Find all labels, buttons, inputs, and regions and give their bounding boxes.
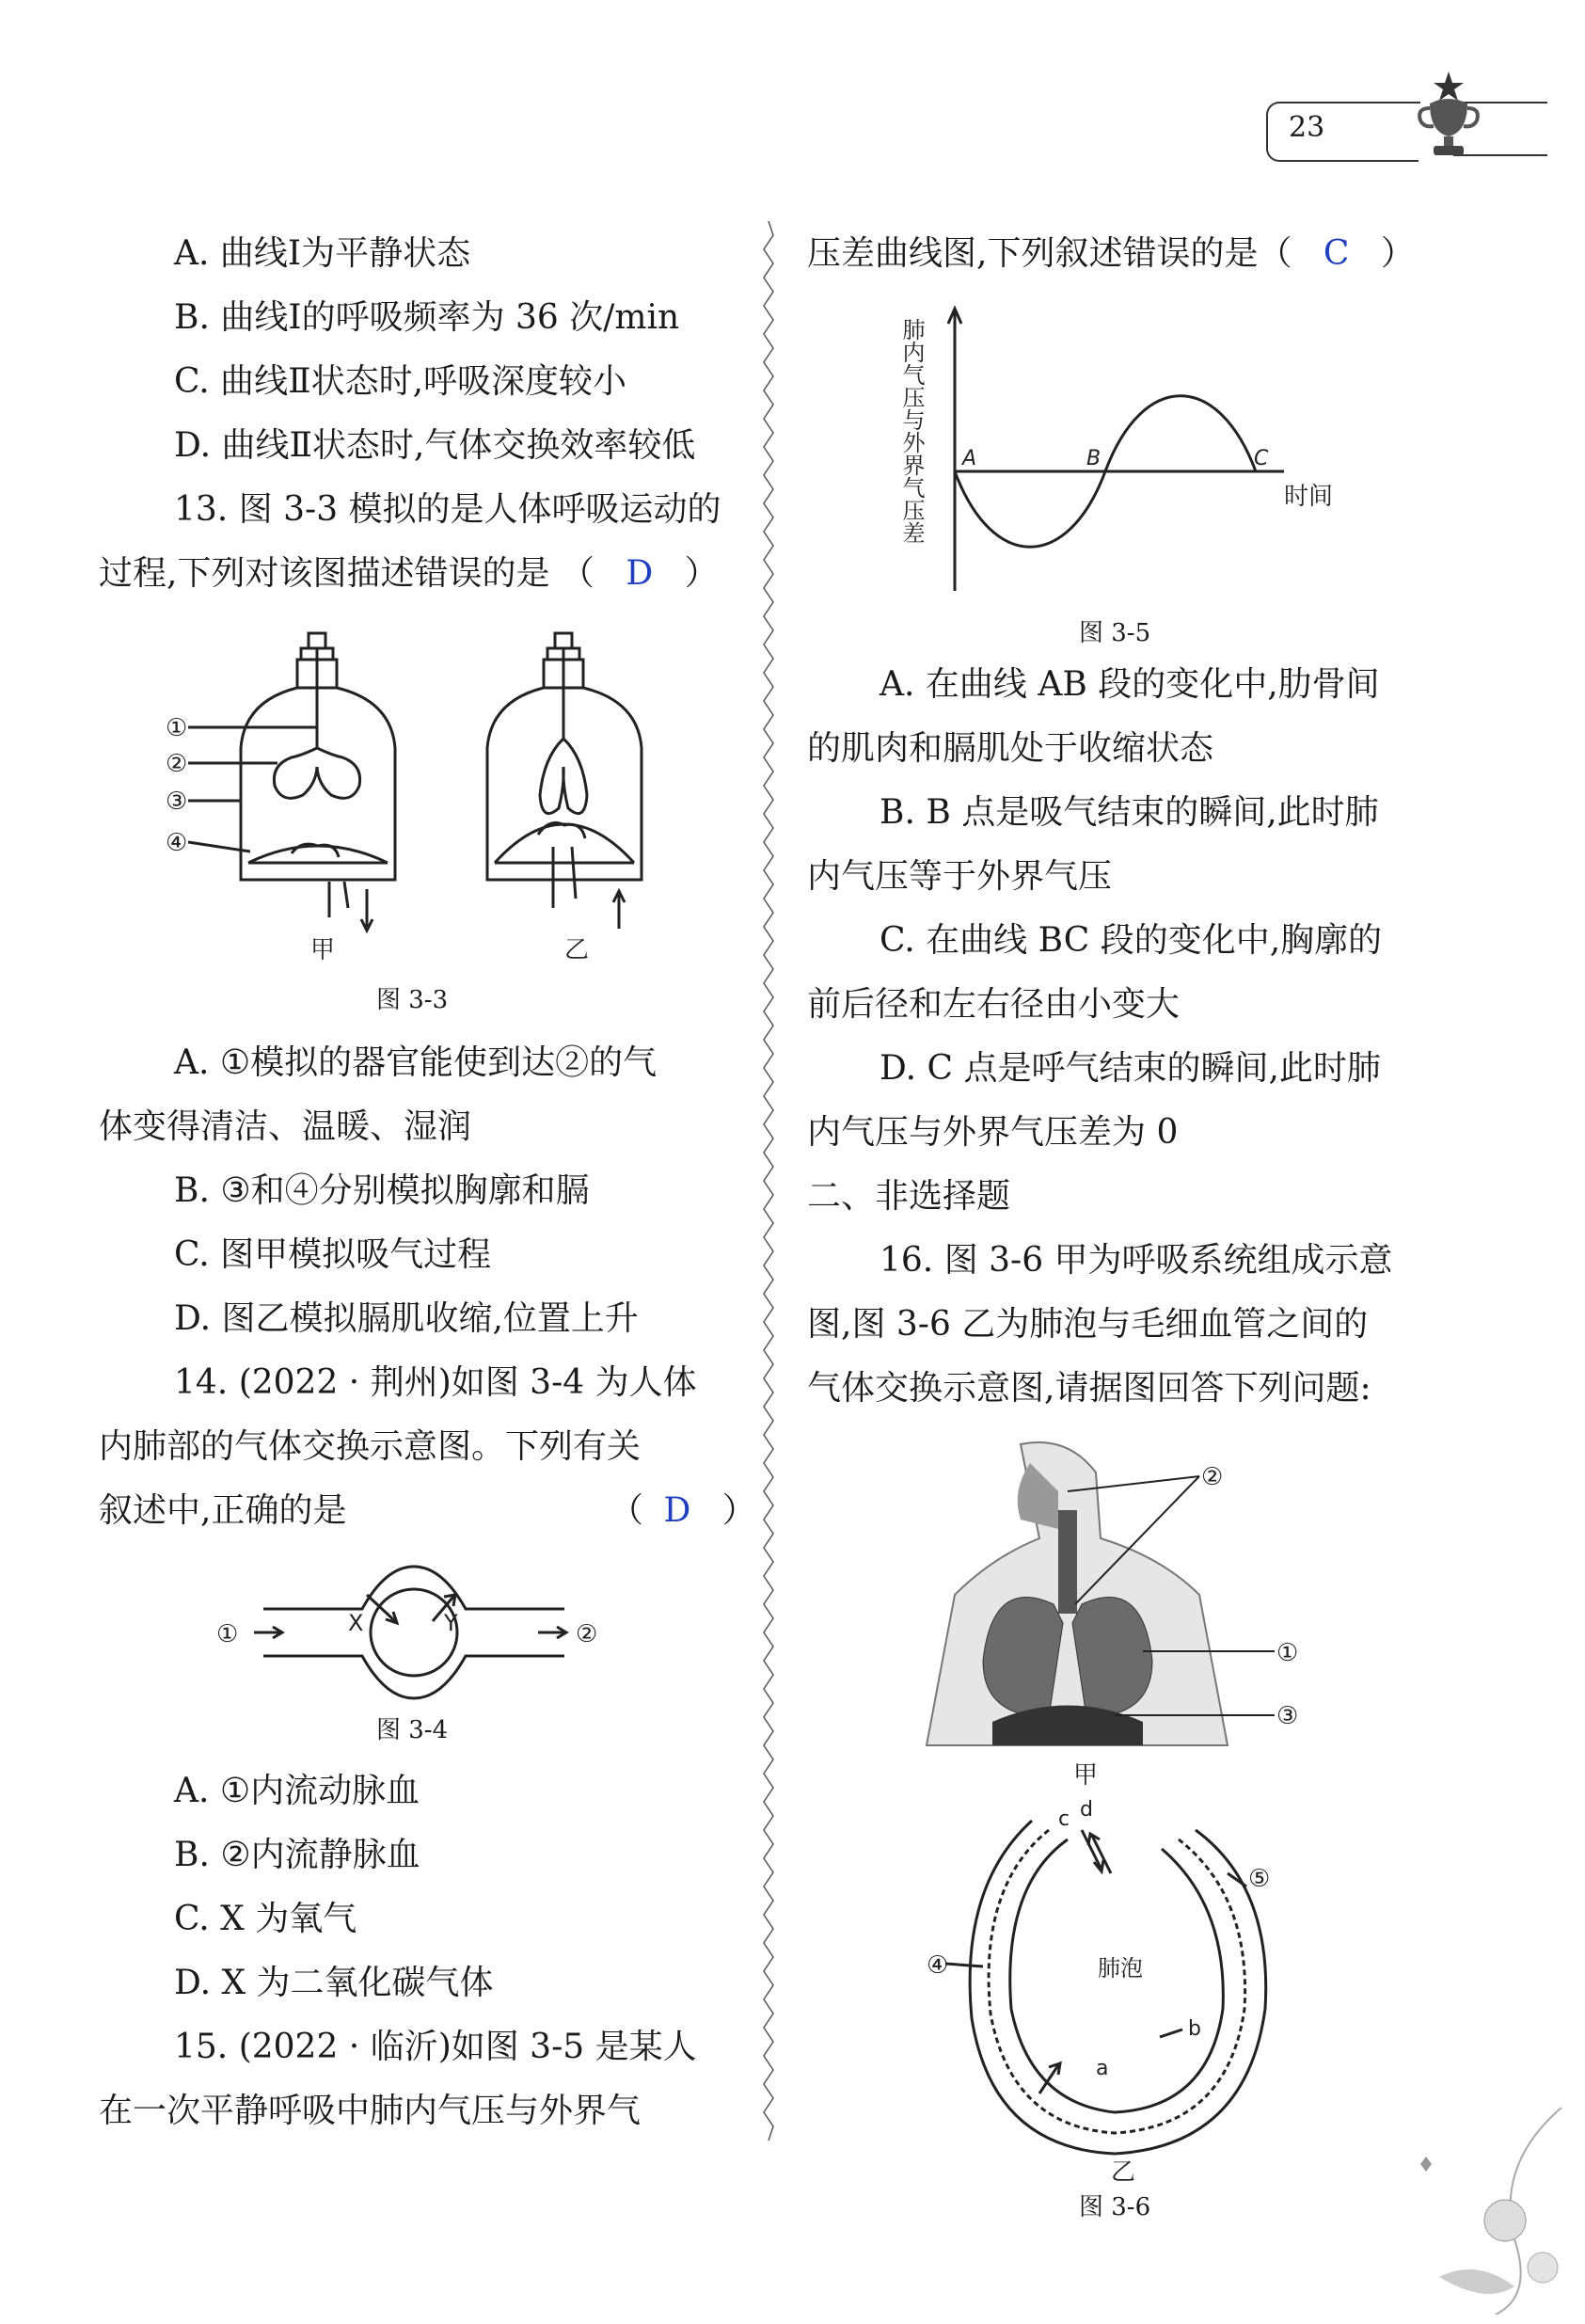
fig35-xlabel: 时间: [1284, 483, 1334, 511]
q14-stem-line1: 14. (2022 · 荆州)如图 3-4 为人体: [174, 1363, 697, 1402]
fig36-jia-label-3: ③: [1276, 1702, 1299, 1730]
figure-3-6-alveolus: [927, 1792, 1322, 2188]
fig36-jia: 甲: [1073, 1761, 1099, 1790]
fig35-point-a: A: [962, 447, 977, 470]
fig33-label-1: ①: [166, 714, 188, 742]
fig34-y-label: Y: [444, 1610, 458, 1636]
q12-option-c: C. 曲线Ⅱ状态时,呼吸深度较小: [174, 362, 627, 401]
q15-stem-line3: 压差曲线图,下列叙述错误的是（ C ）: [807, 234, 1415, 273]
section-title: 二、非选择题: [807, 1177, 1011, 1216]
q13-answer: D: [626, 554, 654, 593]
q15-option-a-cont: 的肌肉和膈肌处于收缩状态: [807, 729, 1214, 768]
q14-option-d: D. X 为二氧化碳气体: [174, 1964, 494, 2002]
fig33-jia: 甲: [310, 936, 336, 964]
fig36-yi: 乙: [1111, 2158, 1136, 2187]
fig36-jia-label-1: ①: [1276, 1639, 1299, 1667]
figure-3-3-bell-jar: [151, 616, 696, 974]
figure-3-6-respiratory-system: [917, 1435, 1331, 1792]
q15-option-c-cont: 前后径和左右径由小变大: [807, 985, 1181, 1024]
fig33-caption: 图 3-3: [376, 986, 449, 1014]
fig34-x-label: X: [348, 1610, 364, 1636]
q14-option-b: B. ②内流静脉血: [174, 1836, 420, 1874]
fig36-yi-label-c: c: [1058, 1807, 1070, 1831]
fig33-label-2: ②: [166, 750, 188, 778]
fig36-jia-label-2: ②: [1201, 1463, 1224, 1491]
column-divider: [762, 221, 775, 2141]
flower-decoration-icon: [1402, 2089, 1571, 2315]
q15-stem-line2: 在一次平静呼吸中肺内气压与外界气: [99, 2092, 642, 2130]
fig33-label-4: ④: [166, 829, 188, 857]
q15-option-d: D. C 点是呼气结束的瞬间,此时肺: [880, 1049, 1381, 1088]
q12-option-a: A. 曲线Ⅰ为平静状态: [174, 234, 471, 273]
q13-option-b: B. ③和④分别模拟胸廓和膈: [174, 1171, 590, 1210]
q14-answer-bracket: （ D ）: [610, 1491, 756, 1530]
fig36-yi-label-5: ⑤: [1248, 1865, 1271, 1893]
q13-option-c: C. 图甲模拟吸气过程: [174, 1235, 492, 1274]
fig34-left-label: ①: [216, 1620, 239, 1648]
q13-option-d: D. 图乙模拟膈肌收缩,位置上升: [174, 1299, 639, 1338]
fig35-point-b: B: [1086, 447, 1102, 470]
q14-option-c: C. X 为氧气: [174, 1900, 357, 1938]
q14-stem-line3: 叙述中,正确的是: [99, 1491, 347, 1530]
q15-answer: C: [1323, 234, 1350, 273]
fig36-yi-label-d: d: [1080, 1798, 1093, 1822]
q15-option-c: C. 在曲线 BC 段的变化中,胸廓的: [880, 921, 1383, 960]
bell-jar-yi: [487, 633, 642, 929]
q12-option-d: D. 曲线Ⅱ状态时,气体交换效率较低: [174, 426, 696, 465]
q15-stem-line1: 15. (2022 · 临沂)如图 3-5 是某人: [174, 2028, 697, 2066]
fig33-yi: 乙: [564, 936, 590, 964]
figure-3-4-gas-exchange: [207, 1557, 621, 1708]
q15-option-a: A. 在曲线 AB 段的变化中,肋骨间: [880, 665, 1380, 704]
header-rule-top: [1317, 102, 1420, 103]
q13-option-a: A. ①模拟的器官能使到达②的气: [174, 1043, 658, 1082]
fig36-yi-label-a: a: [1096, 2057, 1109, 2080]
q14-answer: D: [663, 1491, 691, 1530]
fig34-caption: 图 3-4: [376, 1716, 449, 1744]
q12-option-b: B. 曲线Ⅰ的呼吸频率为 36 次/min: [174, 298, 680, 337]
q14-option-a: A. ①内流动脉血: [174, 1772, 420, 1810]
q15-option-d-cont: 内气压与外界气压差为 0: [807, 1113, 1179, 1152]
page-number: 23: [1289, 111, 1325, 144]
figure-3-5-pressure-curve: [898, 299, 1350, 600]
bell-jar-jia: [188, 633, 395, 931]
fig36-yi-label-alveolus: 肺泡: [1098, 1955, 1143, 1982]
fig35-point-c: C: [1254, 447, 1269, 470]
fig36-yi-label-b: b: [1188, 2017, 1201, 2041]
fig36-yi-label-4: ④: [927, 1951, 949, 1980]
fig35-ylabel: 肺内气压与外界气压差: [898, 318, 925, 544]
q15-option-b: B. B 点是吸气结束的瞬间,此时肺: [880, 793, 1379, 832]
q13-stem-line2: 过程,下列对该图描述错误的是 （ D ）: [99, 554, 719, 593]
fig36-caption: 图 3-6: [1079, 2193, 1151, 2221]
q15-option-b-cont: 内气压等于外界气压: [807, 857, 1113, 896]
trophy-icon: [1411, 66, 1486, 160]
q16-stem-line1: 16. 图 3-6 甲为呼吸系统组成示意: [880, 1241, 1393, 1280]
fig35-caption: 图 3-5: [1079, 619, 1151, 647]
q13-stem-line1: 13. 图 3-3 模拟的是人体呼吸运动的: [174, 490, 721, 529]
q14-stem-line2: 内肺部的气体交换示意图。下列有关: [99, 1427, 642, 1466]
q16-stem-line3: 气体交换示意图,请据图回答下列问题:: [807, 1369, 1371, 1408]
q16-stem-line2: 图,图 3-6 乙为肺泡与毛细血管之间的: [807, 1305, 1369, 1344]
fig34-right-label: ②: [576, 1620, 598, 1648]
fig33-label-3: ③: [166, 788, 188, 816]
q13-option-a-cont: 体变得清洁、温暖、湿润: [99, 1107, 472, 1146]
